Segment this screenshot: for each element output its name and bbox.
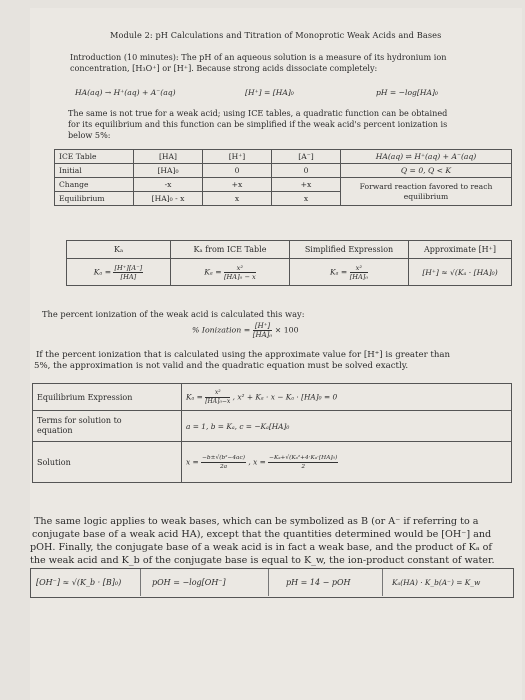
ph-equation: pH = −log[HA]₀ [376,88,438,97]
percent-lhs: % Ionization = [192,325,251,335]
ice-cell: 0 [272,164,341,178]
page-title: Module 2: pH Calculations and Titration of Monoprotic Weak Acids and Bases [110,30,442,40]
terms-value: a = 1, b = Kₐ, c = −Kₐ[HA]₀ [182,411,512,442]
solution-mid: , x = [248,457,266,466]
solution-fraction-1 [201,454,246,471]
quad-fraction [205,389,230,406]
intro-line-1: Introduction (10 minutes): The pH of an aqueous solution is a measure of its hydronium ion [70,52,447,62]
simp-numerator: x² [350,264,368,273]
ice-header: [H⁺] [203,150,272,164]
percent-numerator: [H⁺] [253,322,272,331]
ice-header: ICE Table [55,150,134,164]
terms-label-line-1: Terms for solution to [37,416,122,425]
oh-approximation: [OH⁻] ≈ √(K_b · [B]₀) [36,578,122,587]
intro-line-2: concentration, [H₃O⁺] or [H⁺]. Because strong acids dissociate completely: [70,63,378,73]
solution-numerator-1: −b±√(b²−4ac) [202,454,246,461]
ka-simplified-expression [290,259,409,286]
percent-ionization-equation [192,322,299,339]
ice-cell: Equilibrium [55,192,134,206]
intro-line-5: below 5%: [68,130,111,140]
percent-line-2: 5%, the approximation is not valid and the quadratic equation must be solved exactly. [34,361,409,371]
box-divider [140,569,141,596]
ice-cell: +x [203,178,272,192]
equilibrium-expression-value [182,384,512,411]
simp-denominator: [HA]₀ [349,272,369,281]
ice-numerator: x² [224,264,256,273]
intro-line-3: The same is not true for a weak acid; using ICE tables, a quadratic function can be obtained [68,108,448,118]
ice-fraction [224,264,256,281]
poh-equation: pOH = −log[OH⁻] [152,578,226,587]
percent-intro: The percent ionization of the weak acid is calculated this way: [42,309,305,319]
percent-rhs: × 100 [274,325,299,335]
solution-fraction-2 [268,454,338,471]
ice-cell: Q = 0, Q < K [341,164,512,178]
simp-fraction [350,264,368,281]
equilibrium-expression-label: Equilibrium Expression [33,384,182,411]
quadratic-table [32,383,512,483]
quad-rhs: , x² + Kₐ · x − Kₐ · [HA]₀ = 0 [232,392,338,401]
solution-lhs: x = [186,457,199,466]
solution-value [182,442,512,483]
terms-label-line-2: equation [37,426,73,435]
solution-denominator-1: 2a [219,463,228,470]
ka-header: Kₐ [67,241,171,259]
intro-line-4: for its equilibrium and this function can be simplified if the weak acid's percent ionization is [68,119,448,129]
ice-lhs: Kₐ = [204,267,222,276]
bases-line-1: The same logic applies to weak bases, which can be symbolized as B (or A⁻ if referring to a [34,516,479,527]
ice-cell: -x [134,178,203,192]
ice-denominator: [HA]₀ − x [223,272,256,281]
quad-denominator: [HA]₀−x [205,397,231,405]
bases-line-3: pOH. Finally, the conjugate base of a weak acid is in fact a weak base, and the product of Kₐ of [30,542,492,553]
bases-line-4: the weak acid and K_b of the conjugate base is equal to K_w, the ion-product constant of water. [30,555,495,566]
ice-cell: [HA]₀ - x [134,192,203,206]
solution-denominator-2: 2 [301,463,306,470]
ka-header: Simplified Expression [290,241,409,259]
ice-cell: +x [272,178,341,192]
worksheet-page [30,8,522,700]
ka-definition [67,259,171,286]
ice-header: [A⁻] [272,150,341,164]
ice-cell: x [203,192,272,206]
ice-cell: Initial [55,164,134,178]
ice-cell: Forward reaction favored to reach equilibrium [341,178,512,206]
ka-header: Kₐ from ICE Table [171,241,290,259]
percent-denominator: [HA]₀ [252,331,273,339]
ka-table [66,240,512,286]
box-divider [268,569,269,596]
ice-cell: x [272,192,341,206]
solution-numerator-2: −Kₐ+√(Kₐ²+4·Kₐ·[HA]₀) [269,454,338,461]
ice-cell: 0 [203,164,272,178]
box-divider [382,569,383,596]
ka-numerator: [H⁺][A⁻] [114,263,143,272]
percent-fraction [253,322,272,339]
percent-line-1: If the percent ionization that is calculated using the approximate value for [H⁺] is greater than [36,350,451,360]
ka-ice-expression [171,259,290,286]
ka-fraction [113,264,143,281]
terms-label [33,411,182,442]
ka-lhs: Kₐ = [93,267,112,276]
ice-table [54,149,512,206]
quad-lhs: Kₐ = [186,392,203,401]
kw-relation: Kₐ(HA) · K_b(A⁻) = K_w [392,578,481,587]
bases-line-2: conjugate base of a weak acid HA), except that the quantities determined would be [OH⁻] and [32,529,492,540]
ph-poh-equation: pH = 14 − pOH [286,578,351,587]
approximate-h-concentration: [H⁺] ≈ √(Kₐ · [HA]₀) [409,259,512,286]
quad-numerator: x² [205,389,230,398]
concentration-equation: [H⁺] = [HA]₀ [245,88,294,97]
simp-lhs: Kₐ = [329,267,348,276]
ice-cell: [HA]₀ [134,164,203,178]
ka-header: Approximate [H⁺] [409,241,512,259]
dissociation-equation: HA(aq) → H⁺(aq) + A⁻(aq) [75,88,176,97]
solution-label: Solution [33,442,182,483]
ice-header: [HA] [134,150,203,164]
ka-denominator: [HA] [120,272,137,281]
ice-header: HA(aq) ⇌ H⁺(aq) + A⁻(aq) [341,150,512,164]
ice-cell: Change [55,178,134,192]
